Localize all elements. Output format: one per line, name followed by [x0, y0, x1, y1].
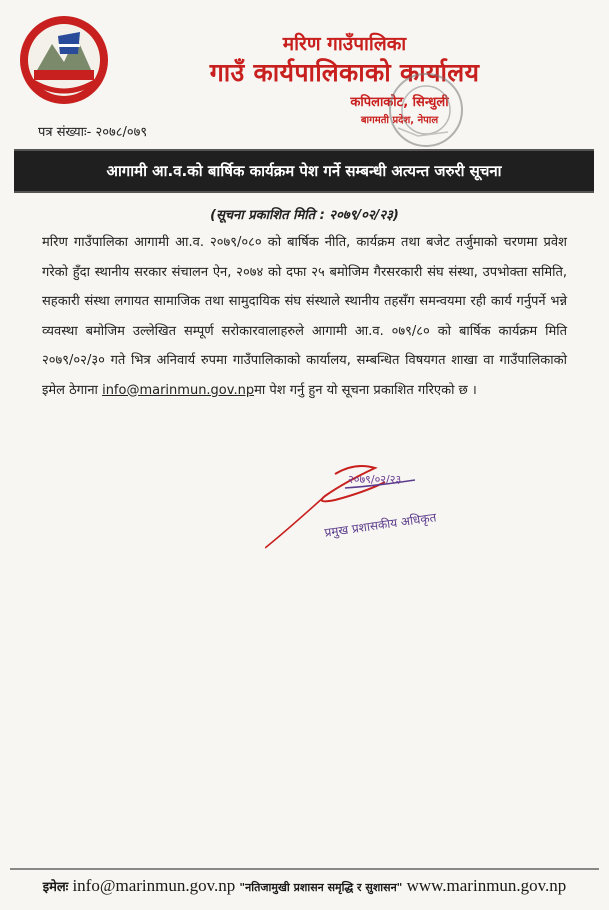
footer [0, 876, 609, 896]
office-stamp [378, 70, 476, 152]
office-name: गाउँ कार्यपालिकाको कार्यालय [209, 58, 480, 87]
body-text-part1: मरिण गाउँपालिका आगामी आ.व. २०७९/०८० को बार्षिक नीति, कार्यक्रम तथा बजेट तर्जुमाको चरणमा प्रवेश गरेको हुँदा स्थानीय सरकार संचालन ऐन, २०७४ को दफा २५ बमोजिम गैरसरकारी संघ संस्था, उपभोक्ता समिति, सहकारी संस्था लगायत सामाजिक तथा सामुदायिक संघ संस्थाले स्थानीय तहसँग समन्वयमा रही कार्य गर्नुपर्ने भन्ने व्यवस्था बमोजिम उल्लेखित सम्पूर्ण सरोकारवालाहरुले आगामी आ.व. ०७९/८० को बार्षिक कार्यक्रम मिति २०७९/०२/३० गते भित्र अनिवार्य रुपमा गाउँपालिकाको कार्यालय, सम्बन्धित विषयगत शाखा वा गाउँपालिकाको इमेल ठेगाना [42, 235, 567, 398]
signature-date: २०७९/०२/२३ [348, 473, 402, 486]
footer-email-label: इमेलः [42, 880, 69, 895]
municipality-name: मरिण गाउँपालिका [282, 33, 407, 55]
body-text-part2: मा पेश गर्नु हुन यो सूचना प्रकाशित गरिएको छ । [254, 382, 477, 398]
email-link[interactable]: info@marinmun.gov.np [102, 382, 255, 398]
notice-body [42, 228, 567, 405]
notice-title-banner [14, 149, 594, 193]
footer-email[interactable]: info@marinmun.gov.np [72, 876, 236, 895]
footer-divider [10, 868, 599, 870]
footer-website[interactable]: www.marinmun.gov.np [406, 876, 567, 895]
handwritten-signature [265, 452, 465, 562]
province-name: बागमती प्रदेश, नेपाल [360, 115, 439, 126]
footer-slogan: "नतिजामुखी प्रशासन समृद्धि र सुशासन" [239, 881, 403, 894]
reference-number: पत्र संख्याः- २०७८/०७९ [38, 125, 148, 140]
publish-date: (सूचना प्रकाशित मिति : २०७९/०२/२३) [210, 208, 399, 223]
office-location: कपिलाकोट, सिन्धुली [350, 95, 449, 110]
notice-title: आगामी आ.व.को बार्षिक कार्यक्रम पेश गर्ने सम्बन्धी अत्यन्त जरुरी सूचना [106, 162, 502, 180]
signatory-title: प्रमुख प्रशासकीय अधिकृत [323, 510, 438, 540]
